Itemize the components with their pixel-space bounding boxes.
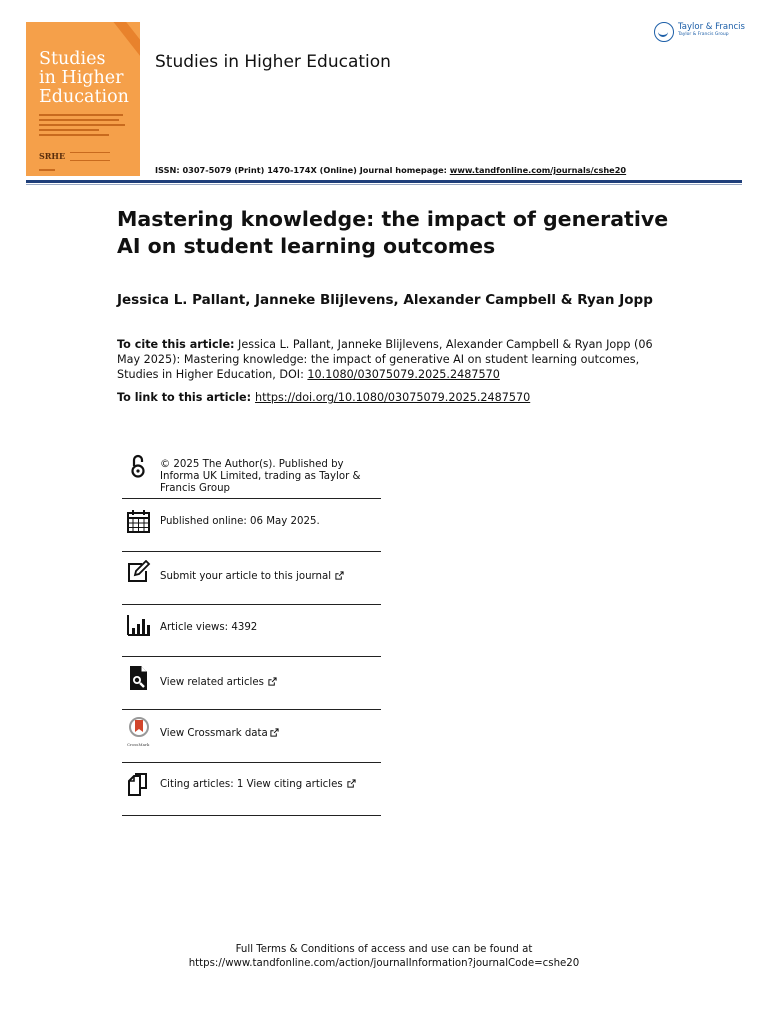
link-label: To link to this article: — [117, 391, 255, 404]
issn-line — [155, 165, 626, 175]
citation-block — [117, 337, 657, 382]
external-link-icon — [335, 571, 344, 580]
external-link-icon — [347, 779, 356, 788]
journal-cover-image — [26, 22, 140, 176]
submit-row[interactable] — [122, 552, 381, 605]
cover-society-tagline — [70, 152, 110, 161]
published-date: Published online: 06 May 2025. — [160, 516, 320, 527]
terms-text: Full Terms & Conditions of access and use can be found at — [235, 944, 533, 955]
publisher-name: Taylor & Francis — [678, 22, 745, 32]
terms-url[interactable]: https://www.tandfonline.com/action/journalInformation?journalCode=cshe20 — [188, 958, 580, 969]
edit-icon — [126, 560, 152, 586]
article-title: Mastering knowledge: the impact of generative AI on student learning outcomes — [117, 207, 669, 258]
terms-footer — [0, 943, 768, 971]
cite-text: Jessica L. Pallant, Janneke Blijlevens, Alexander Campbell & Ryan Jopp (06 May 2025): Mastering knowledge: the impact of generative AI on student learning outcomes, Studies in Higher Education, DOI: — [117, 338, 653, 381]
calendar-icon — [126, 509, 152, 535]
citing-articles-link[interactable]: Citing articles: 1 View citing articles — [160, 779, 343, 790]
submit-article-link[interactable]: Submit your article to this journal — [160, 571, 332, 582]
article-views: Article views: 4392 — [160, 622, 258, 633]
cite-doi-link[interactable]: 10.1080/03075079.2025.2487570 — [307, 368, 500, 381]
citing-row[interactable] — [122, 763, 381, 816]
crossmark-row[interactable] — [122, 710, 381, 763]
article-authors: Jessica L. Pallant, Janneke Blijlevens, Alexander Campbell & Ryan Jopp — [117, 292, 653, 308]
published-row — [122, 499, 381, 552]
cover-title-line: in Higher — [39, 68, 124, 88]
cover-text-line — [39, 114, 123, 116]
cover-text-line — [39, 119, 119, 121]
cite-label: To cite this article: — [117, 338, 235, 351]
cover-text-line — [39, 129, 99, 131]
issn-text: ISSN: 0307-5079 (Print) 1470-174X (Online) Journal homepage: — [155, 165, 450, 175]
header-divider — [26, 180, 742, 183]
cover-footer-line — [39, 169, 55, 171]
journal-title: Studies in Higher Education — [155, 52, 391, 72]
crossmark-caption: CrossMark — [127, 742, 150, 747]
license-row — [122, 448, 381, 499]
cover-text-line — [39, 134, 109, 136]
article-info-list — [122, 448, 381, 816]
cover-text-line — [39, 124, 125, 126]
crossmark-link[interactable]: View Crossmark data — [160, 728, 268, 739]
search-document-icon — [126, 665, 152, 691]
views-row — [122, 605, 381, 657]
article-link-block — [117, 391, 530, 404]
related-row[interactable] — [122, 657, 381, 710]
journal-homepage-link[interactable]: www.tandfonline.com/journals/cshe20 — [449, 165, 627, 175]
header-divider-thin — [26, 184, 742, 185]
bar-chart-icon — [126, 613, 152, 639]
publisher-group: Taylor & Francis Group — [678, 32, 729, 37]
taylor-francis-logo-icon — [654, 22, 674, 42]
cover-title — [39, 50, 139, 107]
article-doi-link[interactable]: https://doi.org/10.1080/03075079.2025.2487570 — [255, 391, 531, 404]
cover-title-line: Education — [39, 87, 129, 107]
publisher-logo[interactable] — [654, 22, 745, 42]
external-link-icon — [268, 677, 277, 686]
external-link-icon — [270, 728, 279, 737]
cover-society-logo: SRHE — [39, 151, 66, 161]
open-access-icon — [126, 454, 152, 480]
license-text: © 2025 The Author(s). Published by Informa UK Limited, trading as Taylor & Francis Group — [160, 459, 361, 494]
citing-documents-icon — [126, 772, 152, 798]
cover-title-line: Studies — [39, 49, 106, 69]
related-articles-link[interactable]: View related articles — [160, 677, 264, 688]
crossmark-icon — [126, 717, 152, 743]
